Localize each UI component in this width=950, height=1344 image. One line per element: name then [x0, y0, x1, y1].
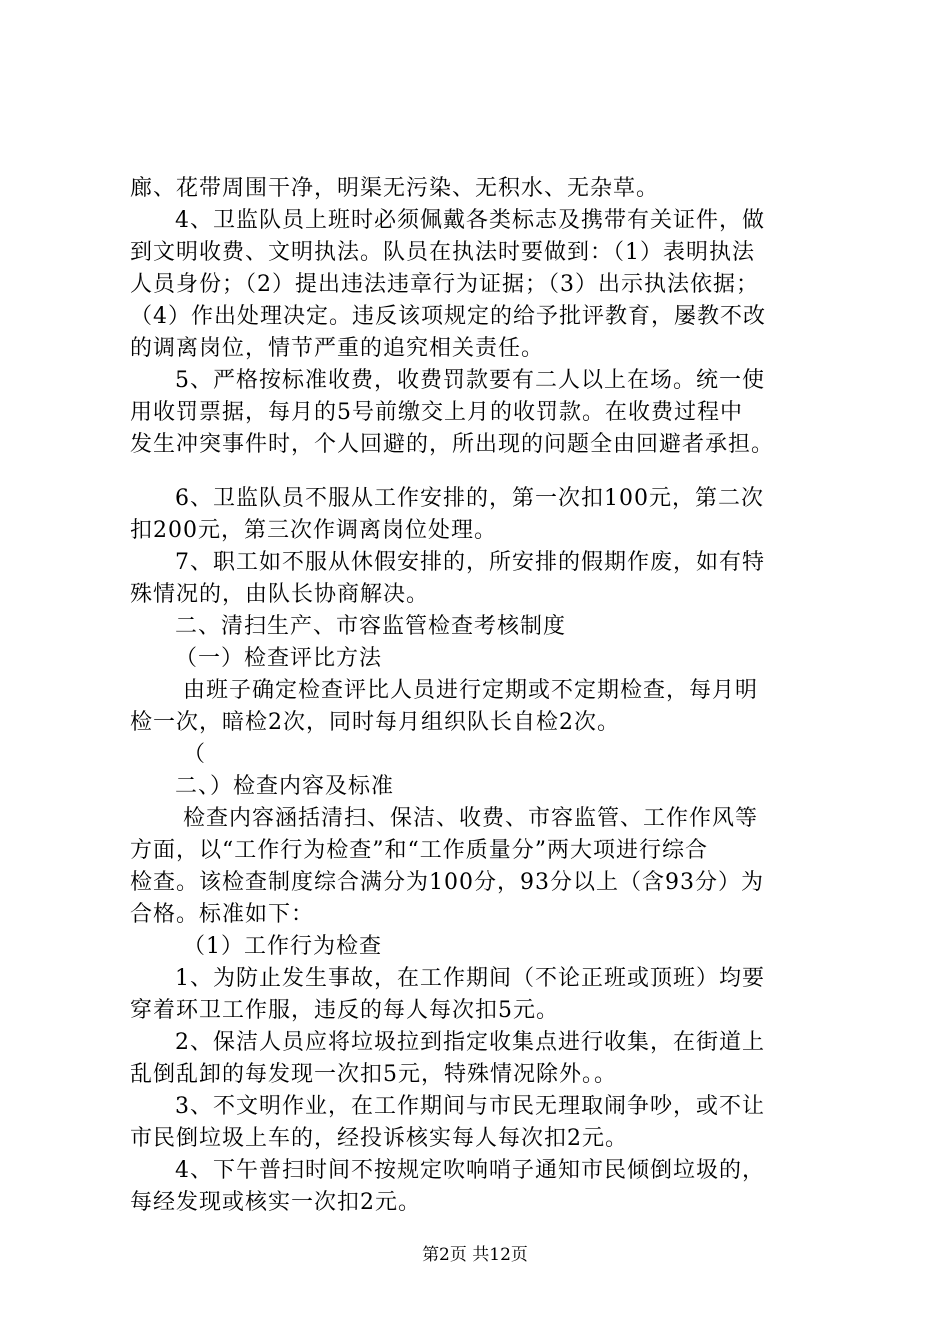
text-line: （	[183, 742, 207, 767]
text-line: 市民倒垃圾上车的，经投诉核实每人每次扣2元。	[130, 1126, 628, 1151]
text-line: （4）作出处理决定。违反该项规定的给予批评教育，屡教不改	[130, 304, 766, 329]
subsection-heading: （1）工作行为检查	[183, 934, 382, 959]
subsection-heading: （一）检查评比方法	[175, 646, 383, 671]
text-line: 乱倒乱卸的每发现一次扣5元，特殊情况除外。。	[130, 1062, 617, 1087]
text-line: 6、卫监队员不服从工作安排的，第一次扣100元，第二次	[175, 486, 764, 511]
text-line: 3、不文明作业，在工作期间与市民无理取闹争吵，或不让	[175, 1094, 765, 1119]
text-line: 人员身份；（2）提出违法违章行为证据；（3）出示执法依据；	[130, 272, 759, 297]
text-line: 扣200元，第三次作调离岗位处理。	[130, 518, 497, 543]
text-line: 由班子确定检查评比人员进行定期或不定期检查，每月明	[183, 678, 759, 703]
text-line: 到文明收费、文明执法。队员在执法时要做到：（1）表明执法	[130, 240, 755, 265]
text-line: 7、职工如不服从休假安排的，所安排的假期作废，如有特	[175, 550, 765, 575]
text-line: 2、保洁人员应将垃圾拉到指定收集点进行收集，在街道上	[175, 1030, 765, 1055]
text-line: 用收罚票据，每月的5号前缴交上月的收罚款。在收费过程中	[130, 400, 743, 425]
page-number: 第2页 共12页	[422, 1245, 528, 1265]
text-line: 方面，以“工作行为检查”和“工作质量分”两大项进行综合	[130, 838, 708, 863]
text-line: 检查。该检查制度综合满分为100分，93分以上（含93分）为	[130, 870, 764, 895]
text-line: 穿着环卫工作服，违反的每人每次扣5元。	[130, 998, 559, 1023]
text-line: 4、下午普扫时间不按规定吹响哨子通知市民倾倒垃圾的，	[175, 1158, 765, 1183]
text-line: 每经发现或核实一次扣2元。	[130, 1190, 421, 1215]
text-line: 检一次，暗检2次，同时每月组织队长自检2次。	[130, 710, 620, 735]
text-line: 发生冲突事件时，个人回避的，所出现的问题全由回避者承担。	[130, 432, 775, 457]
text-line: 检查内容涵括清扫、保洁、收费、市容监管、工作作风等	[183, 806, 759, 831]
section-heading: 二、清扫生产、市容监管检查考核制度	[175, 614, 567, 639]
text-line: 的调离岗位，情节严重的追究相关责任。	[130, 336, 545, 361]
subsection-heading: 二、）检查内容及标准	[175, 774, 395, 799]
text-line: 1、为防止发生事故，在工作期间（不论正班或顶班）均要	[175, 966, 765, 991]
text-line: 廊、花带周围干净，明渠无污染、无积水、无杂草。	[130, 176, 660, 201]
text-line: 殊情况的，由队长协商解决。	[130, 582, 430, 607]
text-line: 合格。标准如下：	[130, 902, 315, 927]
text-line: 5、严格按标准收费，收费罚款要有二人以上在场。统一使	[175, 368, 765, 393]
text-line: 4、卫监队员上班时必须佩戴各类标志及携带有关证件，做	[175, 208, 765, 233]
